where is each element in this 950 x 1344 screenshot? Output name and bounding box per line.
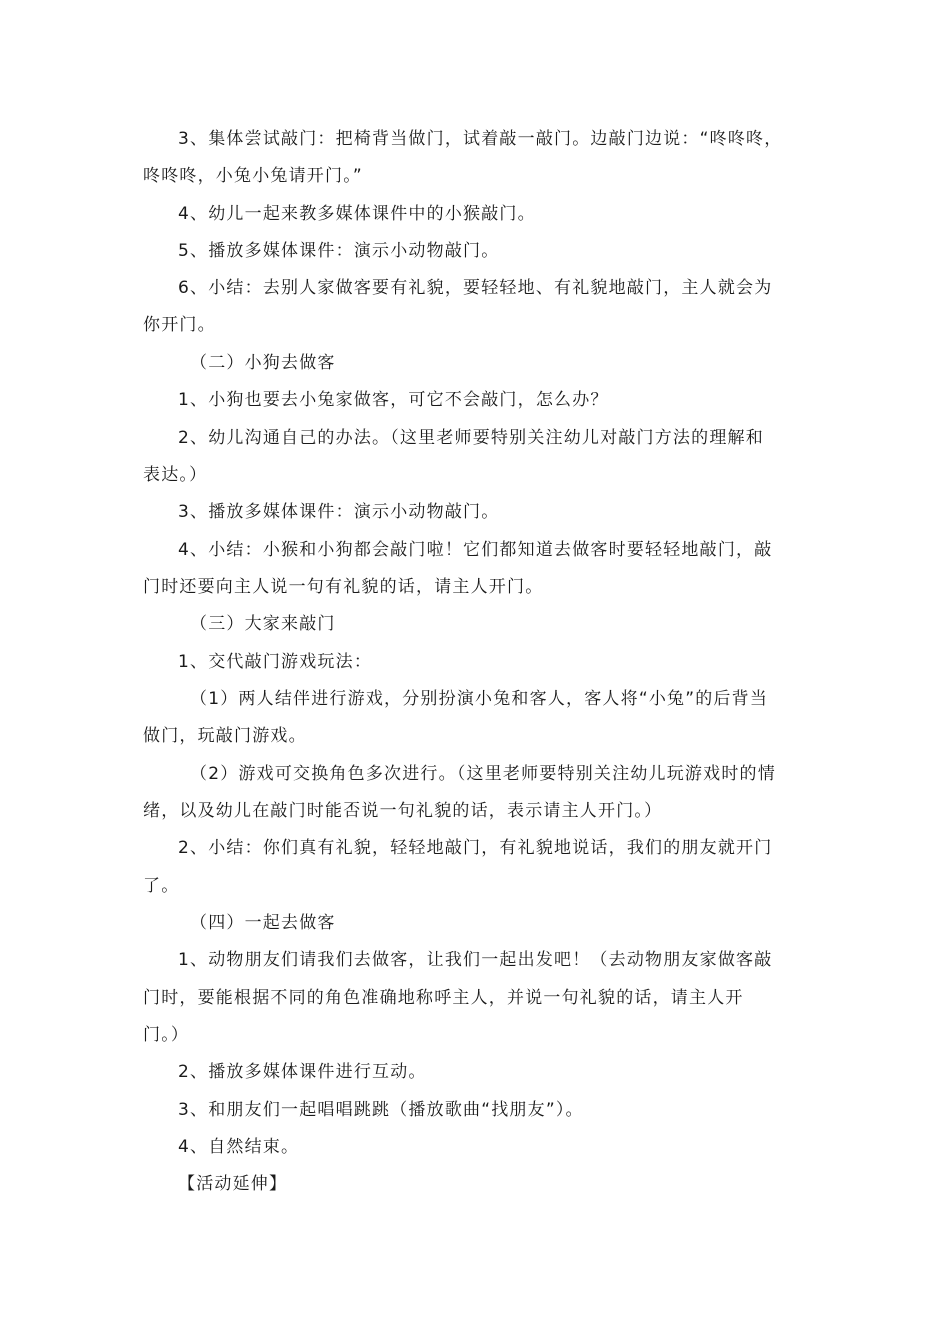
paragraph-line: 2、小结：你们真有礼貌，轻轻地敲门，有礼貌地说话，我们的朋友就开门 — [178, 838, 773, 858]
paragraph-line: 了。 — [143, 876, 180, 896]
paragraph-line: 绪，以及幼儿在敲门时能否说一句礼貌的话，表示请主人开门。） — [143, 801, 663, 821]
paragraph-line: 你开门。 — [143, 315, 216, 335]
paragraph-line: 3、和朋友们一起唱唱跳跳（播放歌曲“找朋友”）。 — [178, 1100, 584, 1120]
paragraph-line: 3、集体尝试敲门：把椅背当做门，试着敲一敲门。边敲门边说：“咚咚咚， — [178, 129, 783, 149]
paragraph-line: 6、小结：去别人家做客要有礼貌，要轻轻地、有礼貌地敲门，主人就会为 — [178, 278, 773, 298]
paragraph-line: 1、动物朋友们请我们去做客，让我们一起出发吧！（去动物朋友家做客敲 — [178, 950, 773, 970]
paragraph-line: 门。） — [143, 1025, 190, 1045]
paragraph-line: 门时，要能根据不同的角色准确地称呼主人，并说一句礼貌的话，请主人开 — [143, 988, 744, 1008]
paragraph-line: 咚咚咚，小兔小兔请开门。” — [143, 166, 363, 186]
paragraph-line: （1）两人结伴进行游戏，分别扮演小兔和客人，客人将“小兔”的后背当 — [190, 689, 769, 709]
paragraph-line: 3、播放多媒体课件：演示小动物敲门。 — [178, 502, 500, 522]
paragraph-line: 1、小狗也要去小兔家做客，可它不会敲门，怎么办？ — [178, 390, 609, 410]
paragraph-line: 做门，玩敲门游戏。 — [143, 726, 307, 746]
section-heading: 【活动延伸】 — [178, 1174, 288, 1194]
paragraph-line: 门时还要向主人说一句有礼貌的话，请主人开门。 — [143, 577, 544, 597]
paragraph-line: （2）游戏可交换角色多次进行。（这里老师要特别关注幼儿玩游戏时的情 — [190, 764, 776, 784]
paragraph-line: 4、自然结束。 — [178, 1137, 300, 1157]
section-heading: （四）一起去做客 — [190, 913, 336, 933]
paragraph-line: 2、幼儿沟通自己的办法。（这里老师要特别关注幼儿对敲门方法的理解和 — [178, 428, 764, 448]
paragraph-line: 4、小结：小猴和小狗都会敲门啦！它们都知道去做客时要轻轻地敲门，敲 — [178, 540, 773, 560]
paragraph-line: 1、交代敲门游戏玩法： — [178, 652, 373, 672]
section-heading: （三）大家来敲门 — [190, 614, 336, 634]
paragraph-line: 表达。） — [143, 465, 208, 485]
paragraph-line: 2、播放多媒体课件进行互动。 — [178, 1062, 427, 1082]
paragraph-line: 5、播放多媒体课件：演示小动物敲门。 — [178, 241, 500, 261]
paragraph-line: 4、幼儿一起来教多媒体课件中的小猴敲门。 — [178, 204, 536, 224]
section-heading: （二）小狗去做客 — [190, 353, 336, 373]
